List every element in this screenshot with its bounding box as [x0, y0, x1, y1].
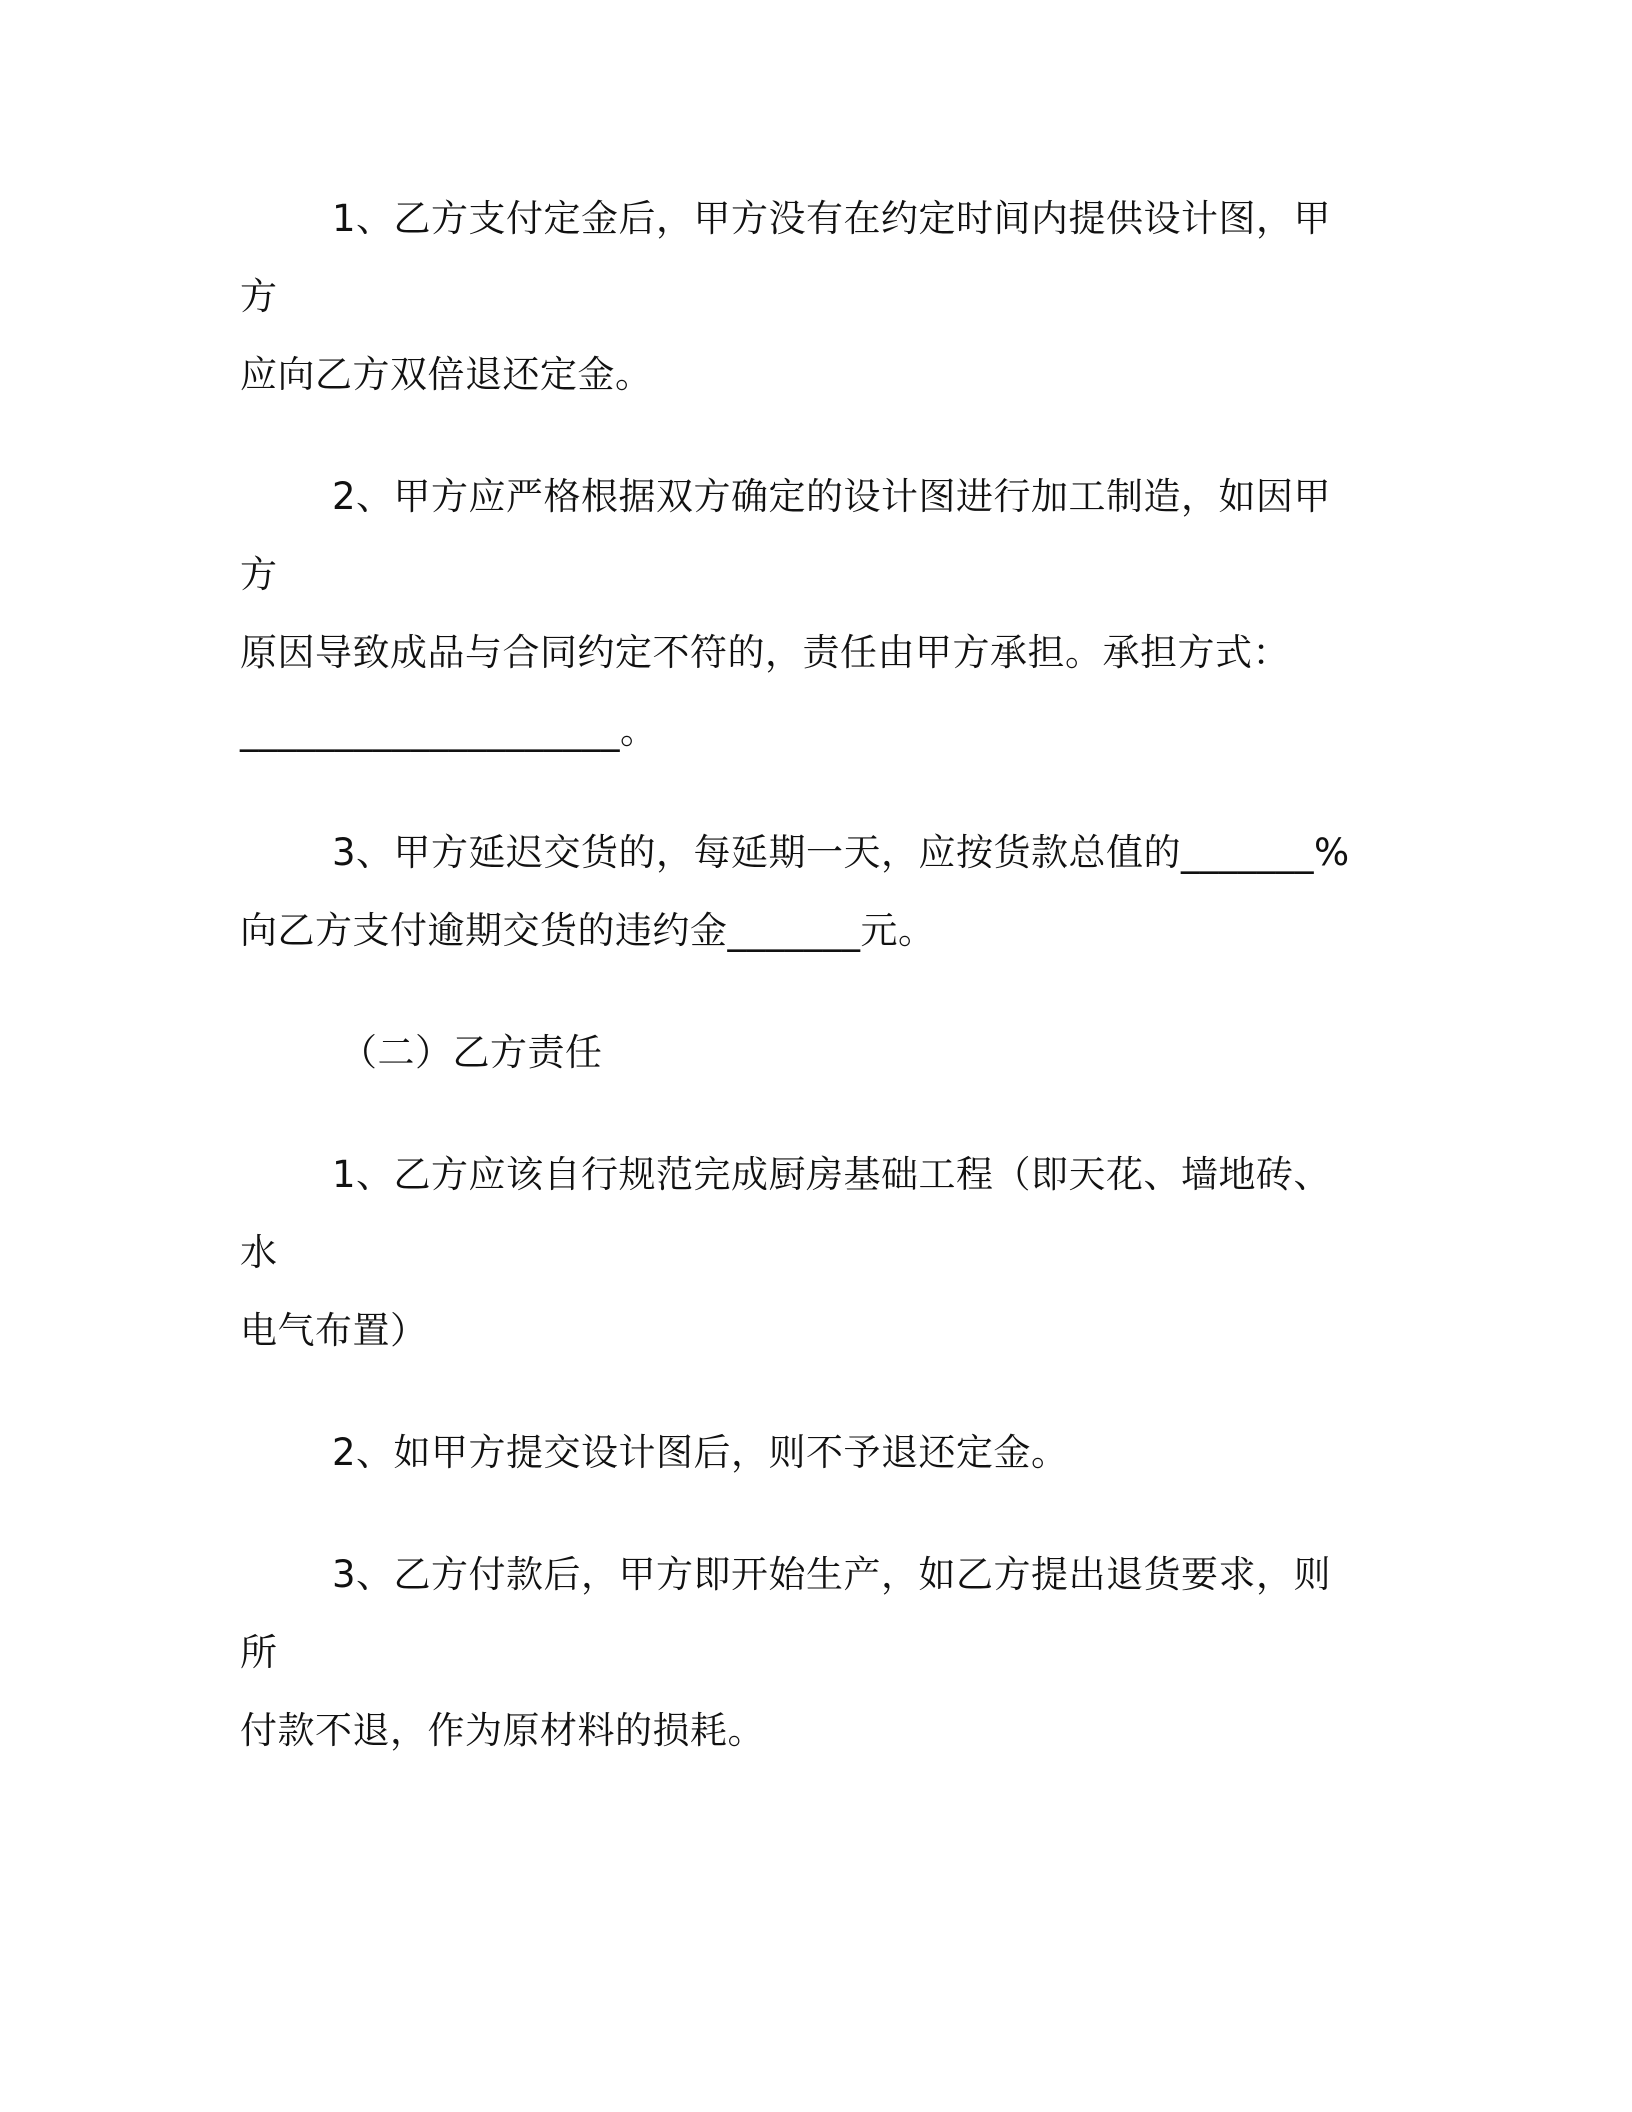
- document-body: [240, 180, 1365, 1814]
- section-heading: （二）乙方责任: [340, 1031, 603, 1074]
- clause-line: 原因导致成品与合同约定不符的，责任由甲方承担。承担方式：: [240, 631, 1290, 674]
- clause-line: 应向乙方双倍退还定金。: [240, 353, 653, 396]
- clause-line: 1、乙方支付定金后，甲方没有在约定时间内提供设计图，甲方: [240, 197, 1332, 318]
- clause-line: 3、乙方付款后，甲方即开始生产，如乙方提出退货要求，则所: [240, 1553, 1332, 1674]
- clause-b-3: [240, 1536, 1365, 1770]
- clause-b-2: [240, 1414, 1365, 1492]
- clause-line: 1、乙方应该自行规范完成厨房基础工程（即天花、墙地砖、水: [240, 1153, 1332, 1274]
- clause-line: 电气布置）: [240, 1309, 428, 1352]
- clause-b-1: [240, 1136, 1365, 1370]
- clause-line: 3、甲方延迟交货的，每延期一天，应按货款总值的_______%: [332, 831, 1350, 874]
- clause-a-3: [240, 814, 1365, 970]
- clause-line: ____________________。: [240, 709, 658, 752]
- clause-line: 2、如甲方提交设计图后，则不予退还定金。: [332, 1431, 1069, 1474]
- clause-line: 向乙方支付逾期交货的违约金_______元。: [240, 909, 936, 952]
- clause-line: 2、甲方应严格根据双方确定的设计图进行加工制造，如因甲方: [240, 475, 1332, 596]
- clause-a-2: [240, 458, 1365, 770]
- clause-a-1: [240, 180, 1365, 414]
- clause-line: 付款不退，作为原材料的损耗。: [240, 1709, 765, 1752]
